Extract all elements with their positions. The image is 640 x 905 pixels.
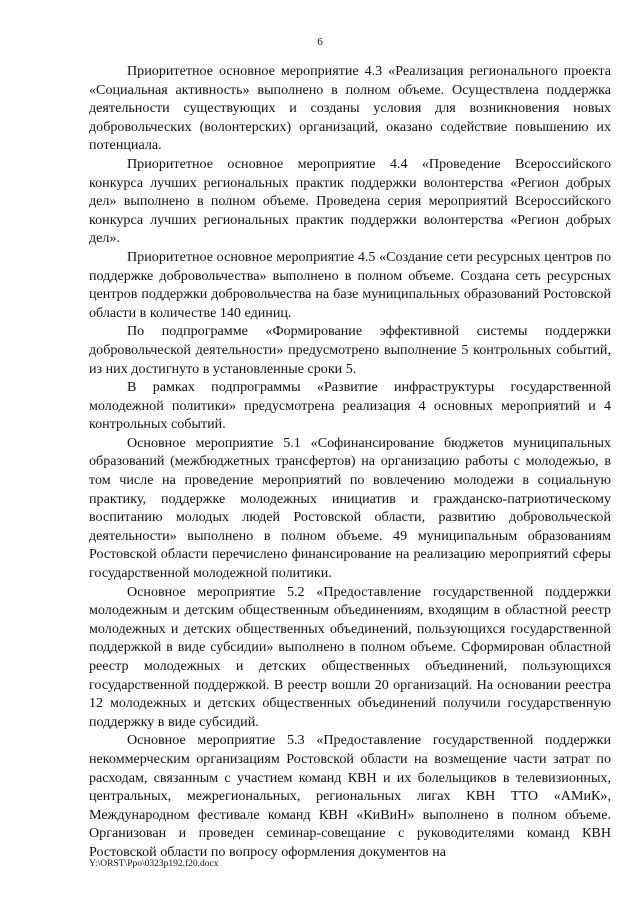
paragraph-5-2: Основное мероприятие 5.2 «Предоставление государственной поддержки молодежным и детским общественным объединениям, входящим в областной реестр молодежных и детских общественных объединений, пользующихся государственной поддержкой в виде субсидии» выполнено в полном объеме. Сформирован областной реестр молодежных и детских общественных объединений, пользующихся государственной поддержкой. В реестр вошли 20 организаций. На основании реестра 12 молодежных и детских общественных объединений получили государственную поддержку в виде субсидий. — [89, 583, 611, 730]
paragraph-4-4: Приоритетное основное мероприятие 4.4 «Проведение Всероссийского конкурса лучших региональных практик поддержки волонтерства «Регион добрых дел» выполнено в полном объеме. Проведена серия мероприятий Всероссийского конкурса лучших региональных практик поддержки волонтерства «Регион добрых дел». — [89, 155, 611, 247]
page-number: 6 — [317, 36, 323, 48]
paragraph-4-5: Приоритетное основное мероприятие 4.5 «Создание сети ресурсных центров по поддержке добровольчества» выполнено в полном объеме. Создана сеть ресурсных центров поддержки добровольчества на базе муниципальных образований Ростовской области в количестве 140 единиц. — [89, 248, 611, 321]
paragraph-5-1: Основное мероприятие 5.1 «Софинансирование бюджетов муниципальных образований (межбюджетных трансфертов) на организацию работы с молодежью, в том числе на проведение мероприятий по вовлечению молодежи в социальную практику, поддержке молодежных инициатив и гражданско-патриотическому воспитанию молодых людей Ростовской области, развитию добровольческой деятельности» выполнено в полном объеме. 49 муниципальным образованиям Ростовской области перечислено финансирование на реализацию мероприятий сферы государственной молодежной политики. — [89, 434, 611, 582]
paragraph-volunteer-summary: По подпрограмме «Формирование эффективной системы поддержки добровольческой деятельности» предусмотрено выполнение 5 контрольных событий, из них достигнуто в установленные сроки 5. — [89, 323, 611, 377]
paragraph-5-3: Основное мероприятие 5.3 «Предоставление государственной поддержки некоммерческим организациям Ростовской области на возмещение части затрат по расходам, связанным с участием команд КВН и их болельщиков в телевизионных, центральных, межрегиональных, региональных лигах КВН ТТО «АМиК», Международном фестивале команд КВН «КиВиН» выполнено в полном объеме. Организован и проведен семинар-совещание с руководителями команд КВН Ростовской области по вопросу оформления документов на — [89, 732, 611, 860]
paragraph-infrastructure-intro: В рамках подпрограммы «Развитие инфраструктуры государственной молодежной политики» предусмотрена реализация 4 основных мероприятий и 4 контрольных событий. — [89, 379, 611, 433]
footer-file-path: Y:\ORST\Ppo\0323p192.f20.docx — [89, 859, 219, 869]
paragraph-4-3: Приоритетное основное мероприятие 4.3 «Реализация регионального проекта «Социальная активность» выполнено в полном объеме. Осуществлена поддержка деятельности существующих и созданы условия для возникновения новых добровольческих (волонтерских) организаций, оказано содействие повышению их потенциала. — [89, 63, 611, 154]
document-body — [89, 62, 611, 862]
